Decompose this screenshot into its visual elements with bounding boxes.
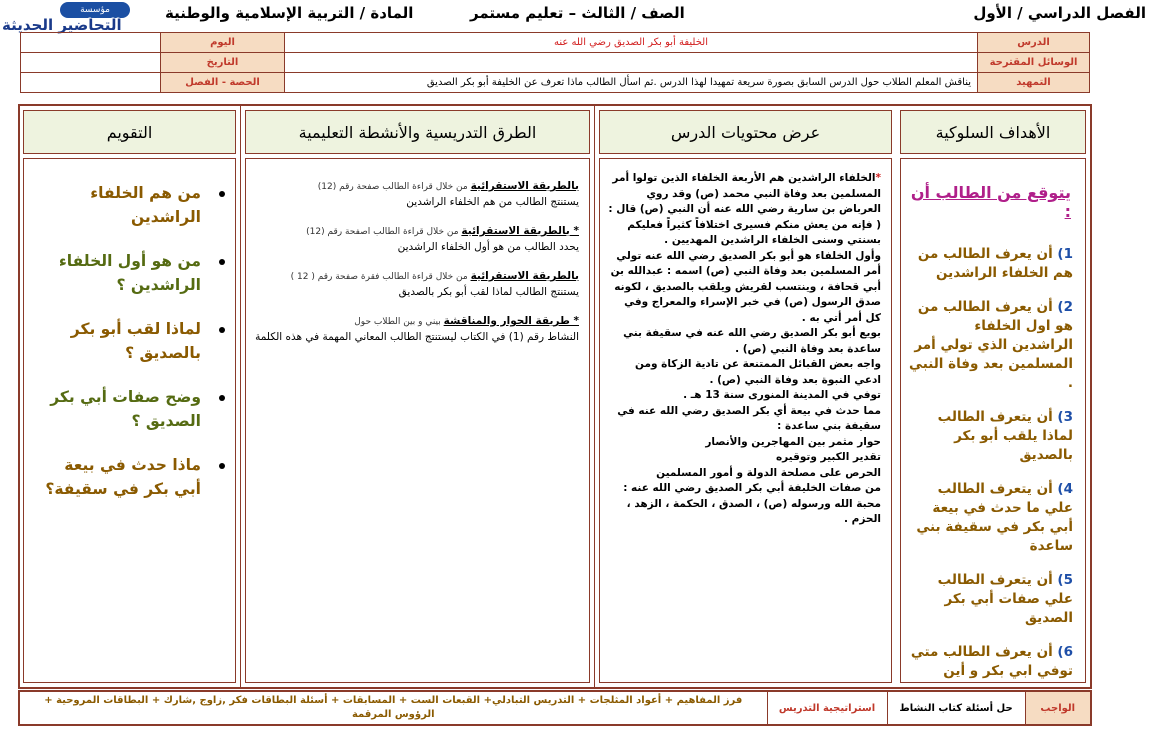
date-label: التاريخ xyxy=(161,53,285,73)
objective-text: أن يتعرف الطالب لماذا يلقب أبو بكر بالصديق xyxy=(937,409,1073,463)
evaluation-question xyxy=(36,385,225,433)
semester-title: الفصل الدراسي / الأول xyxy=(973,4,1146,22)
method-detail: من خلال قراءة الطالب صفحة رقم (12) xyxy=(317,182,471,192)
methods-header: الطرق التدريسية والأنشطة التعليمية xyxy=(245,110,590,154)
method-detail: من خلال قراءة الطالب اصفحة رقم (12) xyxy=(306,227,462,237)
lesson-label: الدرس xyxy=(978,33,1090,53)
objective-number: 1) xyxy=(1052,246,1073,262)
methods-column xyxy=(240,106,594,687)
method-detail: من خلال قراءة الطالب فقرة صفحة رقم ( 12 ) xyxy=(290,272,471,282)
lesson-plan-grid xyxy=(18,104,1092,689)
grade-title: الصف / الثالث – تعليم مستمر xyxy=(470,4,685,22)
footer-table xyxy=(18,690,1092,726)
objective-item xyxy=(909,571,1073,628)
intro-value: يناقش المعلم الطلاب حول الدرس السابق بصورة سريعة تمهيدا لهذا الدرس .ثم اسأل الطالب ماذا تعرف عن الخليفة أبو بكر الصديق xyxy=(285,73,978,93)
question-text: وضح صفات أبي بكر الصديق ؟ xyxy=(50,388,201,430)
content-line: من صفات الخليفة أبي بكر الصديق رضي الله عنه : محبة الله ورسوله (ص) ، الصدق ، الحكمة ، الزهد ، الحزم . xyxy=(623,482,881,525)
homework-value: حل أسئلة كتاب النشاط xyxy=(887,691,1025,725)
content-line: بويع أبو بكر الصديق رضي الله عنه في سقيفة بني ساعدة بعد وفاة النبي (ص) . xyxy=(623,327,881,355)
method-outcome: النشاط رقم (1) في الكتاب ليستنتج الطالب المعاني المهمة في هذه الكلمة xyxy=(255,331,579,343)
objective-item xyxy=(909,298,1073,393)
content-line: توفي في المدينة المنورى سنة 13 هـ . xyxy=(683,389,881,401)
bullet-icon xyxy=(219,191,225,197)
subject-title: المادة / التربية الإسلامية والوطنية xyxy=(165,4,414,22)
objective-item xyxy=(909,480,1073,556)
evaluation-question xyxy=(36,249,225,297)
bullet-icon xyxy=(219,259,225,265)
objective-text: أن يعرف الطالب متي توفي ابي بكر و أين xyxy=(910,644,1073,679)
logo-text: التحاضير الحديثة xyxy=(2,16,122,34)
content-line: حوار مثمر بين المهاجرين والأنصار xyxy=(705,435,881,448)
bullet-icon xyxy=(219,463,225,469)
means-value[interactable] xyxy=(285,53,978,73)
question-text: ماذا حدث في بيعة أبي بكر في سقيفة؟ xyxy=(45,456,201,498)
method-item xyxy=(254,224,579,255)
star-marker: * xyxy=(875,172,881,184)
objective-item xyxy=(909,643,1073,681)
objective-number: 6) xyxy=(1052,644,1073,660)
homework-label: الواجب xyxy=(1025,691,1091,725)
strategy-value: فرز المفاهيم + أعواد المثلجات + التدريس التبادلي+ القبعات الست + المسابقات + أسئلة البطاقات فكر ,زاوج ,شارك + البطاقات المروحية + الرؤوس المرقمة xyxy=(19,691,767,725)
day-label: اليوم xyxy=(161,33,285,53)
evaluation-header: التقويم xyxy=(23,110,236,154)
method-item xyxy=(254,314,579,345)
content-line: وأول الخلفاء هو أبو بكر الصديق رضي الله عنه تولي أمر المسلمين بعد وفاة النبي (ص) اسمه : عبدالله بن أبي قحافة ، وينتسب لقريش ويلقب بالصديق ، لكونه صدق الرسول (ص) في خبر الإسراء والمعراج وفي كل أمر أتي به . xyxy=(610,249,881,324)
lesson-info-table xyxy=(20,32,1090,93)
objective-number: 4) xyxy=(1052,481,1073,497)
objectives-column xyxy=(896,106,1090,687)
content-line: الحرص على مصلحة الدولة و أمور المسلمين xyxy=(656,466,881,479)
method-name: بالطريقة الاستقرائية xyxy=(470,270,579,282)
question-text: لماذا لقب أبو بكر بالصديق ؟ xyxy=(70,320,201,362)
objective-text: أن يتعرف الطالب علي صفات أبي بكر الصديق xyxy=(937,572,1073,626)
objectives-list xyxy=(909,245,1073,696)
method-name: * بالطريقة الاستقرائية xyxy=(461,225,579,237)
evaluation-question xyxy=(36,317,225,365)
logo xyxy=(0,0,150,34)
bullet-icon xyxy=(219,395,225,401)
objective-number: 5) xyxy=(1052,572,1073,588)
objectives-header: الأهداف السلوكية xyxy=(900,110,1086,154)
logo-sub: مؤسسة xyxy=(60,2,130,18)
content-column xyxy=(594,106,896,687)
evaluation-list xyxy=(36,181,225,521)
intro-label: التمهيد xyxy=(978,73,1090,93)
question-text: من هم الخلفاء الراشدين xyxy=(90,184,201,226)
means-label: الوسائل المقترحة xyxy=(978,53,1090,73)
method-item xyxy=(254,179,579,210)
day-value[interactable] xyxy=(21,33,161,53)
evaluation-question xyxy=(36,453,225,501)
objectives-intro: يتوقع من الطالب أن : xyxy=(910,183,1071,221)
objective-text: أن يتعرف الطالب علي ما حدث في بيعة أبي بكر في سقيفة بني ساعدة xyxy=(916,481,1073,554)
bullet-icon xyxy=(219,327,225,333)
evaluation-column xyxy=(18,106,240,687)
period-label: الحصة - الفصل xyxy=(161,73,285,93)
content-text xyxy=(608,171,881,528)
method-outcome: يستنتج الطالب لماذا لقب أبو بكر بالصديق xyxy=(398,286,579,298)
period-value[interactable] xyxy=(21,73,161,93)
method-name: بالطريقة الاستقرائية xyxy=(470,180,579,192)
methods-body xyxy=(245,158,590,683)
objective-number: 2) xyxy=(1052,299,1073,315)
objective-number: 3) xyxy=(1052,409,1073,425)
objective-item xyxy=(909,408,1073,465)
date-value[interactable] xyxy=(21,53,161,73)
strategy-label: استراتيجية التدريس xyxy=(767,691,887,725)
method-item xyxy=(254,269,579,300)
method-outcome: يحدد الطالب من هو أول الخلفاء الراشدين xyxy=(397,241,579,253)
content-line: تقدير الكبير وتوقيره xyxy=(775,451,881,463)
content-body xyxy=(599,158,892,683)
content-line: مما حدث في بيعة أي بكر الصديق رضي الله عنه في سقيفة بني ساعدة : xyxy=(617,404,881,432)
objective-item xyxy=(909,245,1073,283)
method-name: * طريقة الحوار والمناقشة xyxy=(443,315,579,327)
method-detail: بيني و بين الطلاب حول xyxy=(354,317,444,327)
question-text: من هو أول الخلفاء الراشدين ؟ xyxy=(58,252,201,294)
content-header: عرض محتويات الدرس xyxy=(599,110,892,154)
evaluation-body xyxy=(23,158,236,683)
evaluation-question xyxy=(36,181,225,229)
lesson-value: الخليفة أبو بكر الصديق رضي الله عنه xyxy=(285,33,978,53)
objective-text: أن يعرف الطالب من هم الخلفاء الراشدين xyxy=(917,246,1073,281)
objectives-body xyxy=(900,158,1086,683)
methods-list xyxy=(254,179,579,359)
content-line: واجه بعض القبائل الممتنعة عن تادية الزكاة ومن ادعي النبوة بعد وفاة النبي (ص) . xyxy=(635,358,881,386)
objective-text: أن يعرف الطالب من هو اول الخلفاء الراشدين الذي تولي أمر المسلمين بعد وفاة النبي . xyxy=(909,299,1073,391)
content-line: الخلفاء الراشدين هم الأربعة الخلفاء الذين تولوا أمر المسلمين بعد وفاة النبي محمد (ص) وقد روي العرباض بن سارية رضي الله عنه أن النبي (ص) قال : ( فإنه من يعش منكم فسيرى اختلافاً كثيراً فعليكم بسنتي وسنى الخلفاء الراشدين المهديين . xyxy=(608,172,881,246)
method-outcome: يستنتج الطالب من هم الخلفاء الراشدين xyxy=(406,196,579,208)
